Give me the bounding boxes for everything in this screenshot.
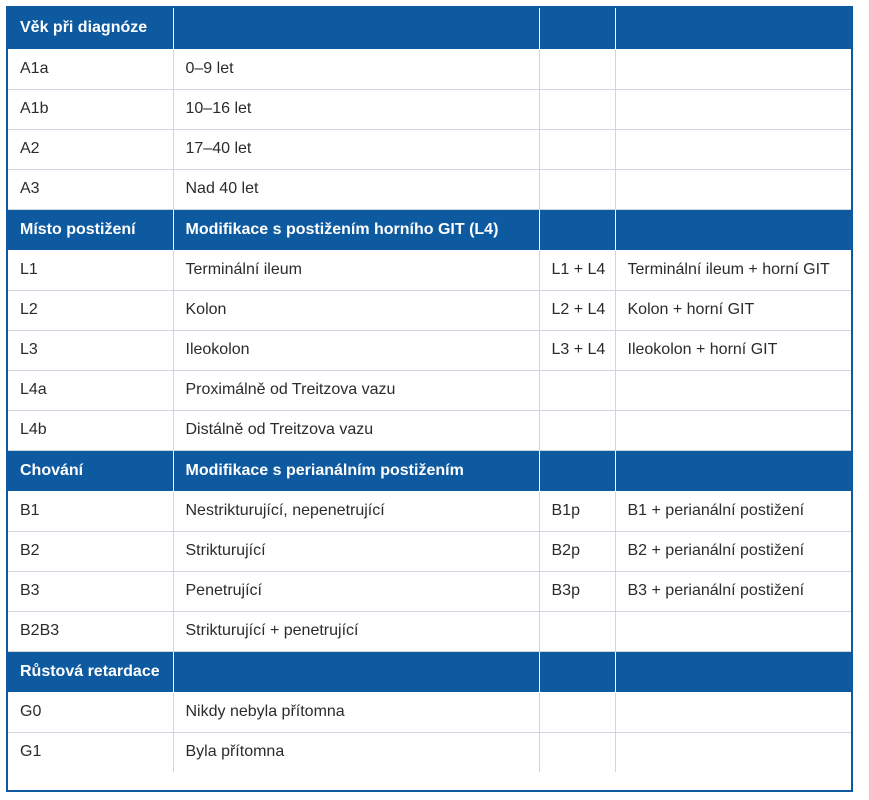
modifier-code-cell — [539, 692, 615, 732]
table-row — [8, 370, 851, 410]
header-cell — [615, 209, 851, 250]
code-cell: A1a — [8, 49, 173, 89]
code-cell: B2B3 — [8, 611, 173, 651]
modifier-description-cell: Ileokolon + horní GIT — [615, 330, 851, 370]
modifier-code-cell — [539, 370, 615, 410]
code-cell: A1b — [8, 89, 173, 129]
table-row — [8, 531, 851, 571]
modifier-code-cell: L1 + L4 — [539, 250, 615, 290]
description-cell: Strikturující + penetrující — [173, 611, 539, 651]
modifier-description-cell: B2 + perianální postižení — [615, 531, 851, 571]
code-cell: B1 — [8, 491, 173, 531]
description-cell: Kolon — [173, 290, 539, 330]
description-cell: 10–16 let — [173, 89, 539, 129]
code-cell: G1 — [8, 732, 173, 772]
header-cell: Modifikace s perianálním postižením — [173, 450, 539, 491]
table-row — [8, 169, 851, 209]
table-row — [8, 129, 851, 169]
description-cell: Nad 40 let — [173, 169, 539, 209]
modifier-description-cell — [615, 169, 851, 209]
header-cell: Věk při diagnóze — [8, 8, 173, 49]
modifier-code-cell — [539, 611, 615, 651]
modifier-code-cell: B2p — [539, 531, 615, 571]
header-cell — [539, 8, 615, 49]
table-row — [8, 49, 851, 89]
description-cell: 0–9 let — [173, 49, 539, 89]
description-cell: Terminální ileum — [173, 250, 539, 290]
modifier-code-cell — [539, 129, 615, 169]
code-cell: L1 — [8, 250, 173, 290]
code-cell: L2 — [8, 290, 173, 330]
table-row — [8, 290, 851, 330]
modifier-code-cell — [539, 49, 615, 89]
modifier-description-cell — [615, 732, 851, 772]
modifier-description-cell — [615, 370, 851, 410]
modifier-code-cell — [539, 732, 615, 772]
header-cell — [539, 450, 615, 491]
modifier-code-cell: B1p — [539, 491, 615, 531]
code-cell: L4b — [8, 410, 173, 450]
code-cell: G0 — [8, 692, 173, 732]
modifier-description-cell: B1 + perianální postižení — [615, 491, 851, 531]
section-header-location — [8, 209, 851, 250]
modifier-code-cell — [539, 169, 615, 209]
modifier-description-cell: Kolon + horní GIT — [615, 290, 851, 330]
code-cell: B2 — [8, 531, 173, 571]
code-cell: A2 — [8, 129, 173, 169]
modifier-code-cell: L3 + L4 — [539, 330, 615, 370]
table-row — [8, 410, 851, 450]
description-cell: Distálně od Treitzova vazu — [173, 410, 539, 450]
classification-table — [8, 8, 851, 772]
description-cell: Byla přítomna — [173, 732, 539, 772]
modifier-description-cell: Terminální ileum + horní GIT — [615, 250, 851, 290]
table-row — [8, 330, 851, 370]
modifier-description-cell — [615, 692, 851, 732]
table-row — [8, 89, 851, 129]
table-row — [8, 491, 851, 531]
modifier-code-cell: B3p — [539, 571, 615, 611]
header-cell: Růstová retardace — [8, 651, 173, 692]
modifier-description-cell — [615, 89, 851, 129]
header-cell — [173, 651, 539, 692]
modifier-description-cell — [615, 129, 851, 169]
modifier-code-cell — [539, 410, 615, 450]
section-header-age — [8, 8, 851, 49]
header-cell: Chování — [8, 450, 173, 491]
description-cell: 17–40 let — [173, 129, 539, 169]
section-header-behavior — [8, 450, 851, 491]
description-cell: Proximálně od Treitzova vazu — [173, 370, 539, 410]
code-cell: L4a — [8, 370, 173, 410]
modifier-description-cell — [615, 611, 851, 651]
table-row — [8, 692, 851, 732]
modifier-code-cell: L2 + L4 — [539, 290, 615, 330]
table-row — [8, 732, 851, 772]
header-cell — [615, 8, 851, 49]
description-cell: Strikturující — [173, 531, 539, 571]
code-cell: A3 — [8, 169, 173, 209]
description-cell: Nestrikturující, nepenetrující — [173, 491, 539, 531]
header-cell — [539, 209, 615, 250]
description-cell: Nikdy nebyla přítomna — [173, 692, 539, 732]
header-cell — [615, 450, 851, 491]
description-cell: Penetrující — [173, 571, 539, 611]
header-cell — [615, 651, 851, 692]
description-cell: Ileokolon — [173, 330, 539, 370]
code-cell: B3 — [8, 571, 173, 611]
section-header-growth — [8, 651, 851, 692]
table-row — [8, 571, 851, 611]
header-cell — [539, 651, 615, 692]
code-cell: L3 — [8, 330, 173, 370]
modifier-description-cell — [615, 410, 851, 450]
modifier-code-cell — [539, 89, 615, 129]
header-cell: Modifikace s postižením horního GIT (L4) — [173, 209, 539, 250]
table-row — [8, 250, 851, 290]
table-row — [8, 611, 851, 651]
classification-table-frame — [6, 6, 853, 792]
header-cell: Místo postižení — [8, 209, 173, 250]
header-cell — [173, 8, 539, 49]
modifier-description-cell: B3 + perianální postižení — [615, 571, 851, 611]
modifier-description-cell — [615, 49, 851, 89]
